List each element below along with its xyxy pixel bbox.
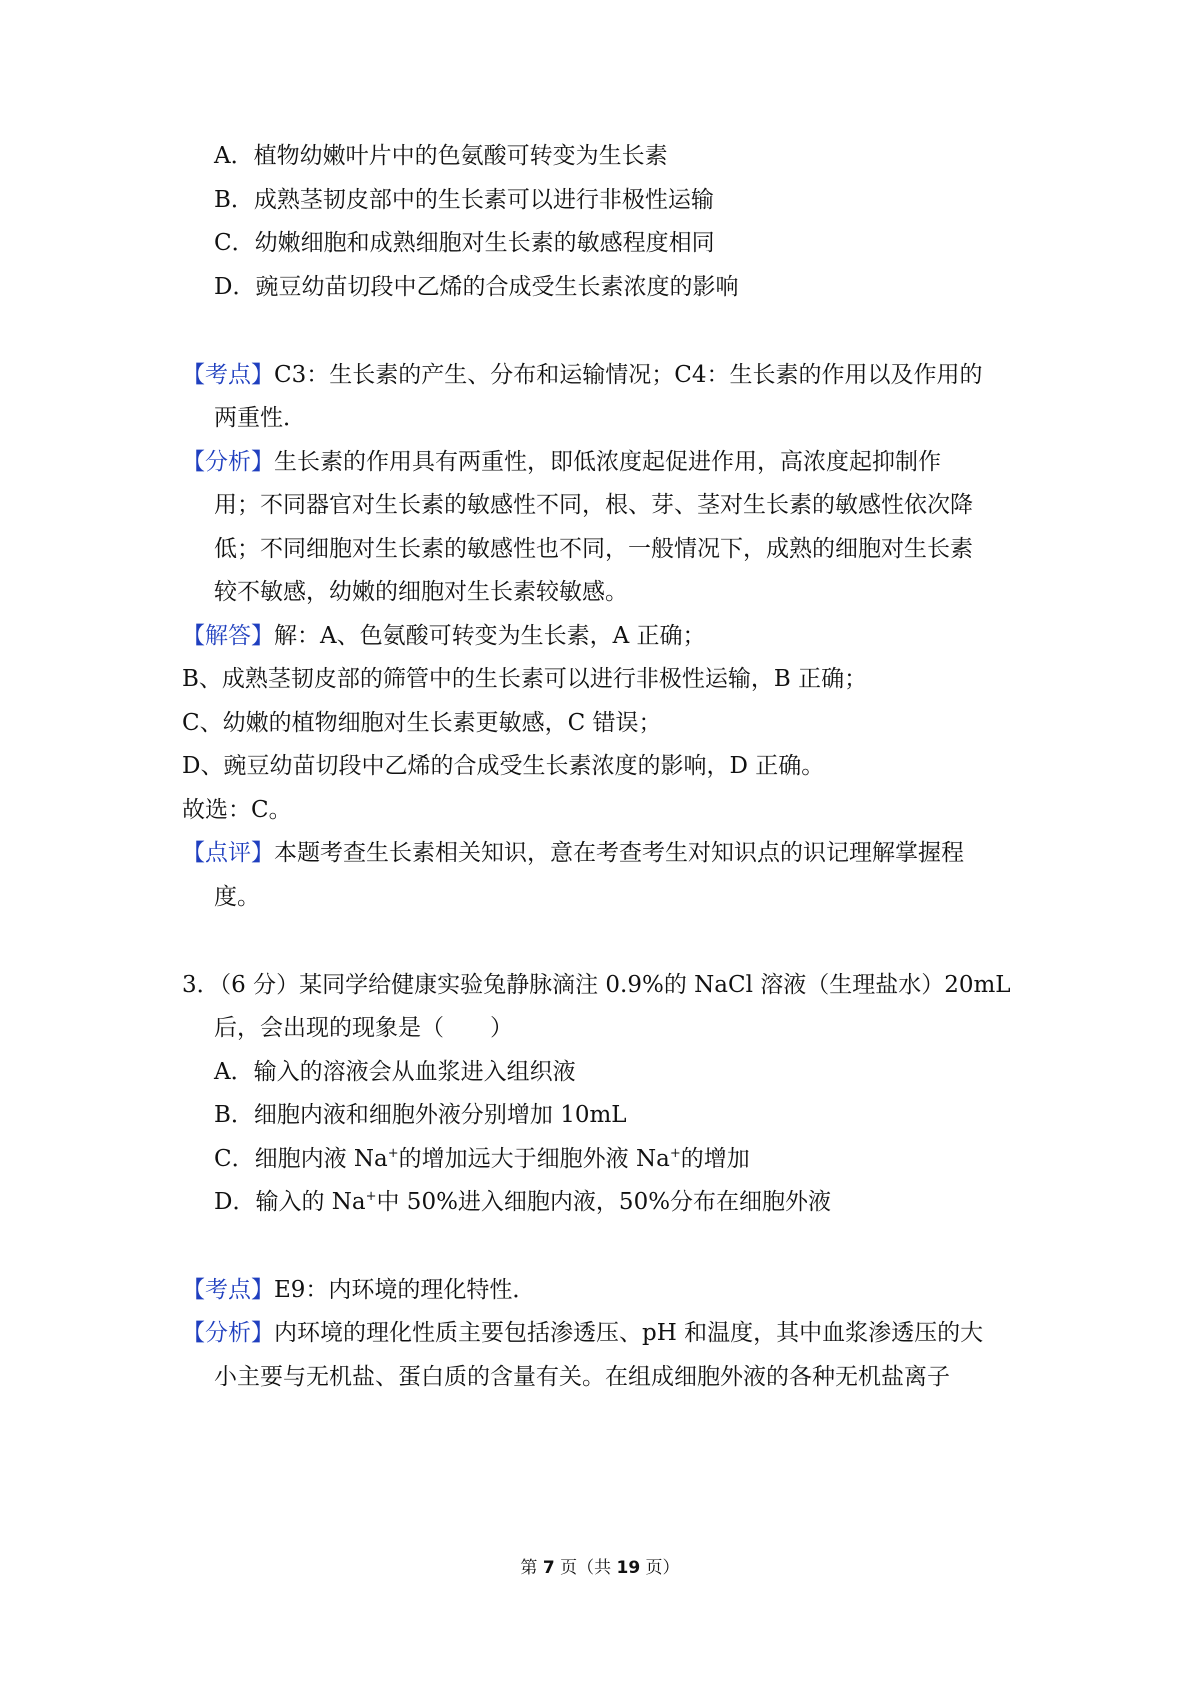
dianping-text: 本题考查生长素相关知识，意在考查考生对知识点的识记理解掌握程 [274, 840, 964, 866]
q3-option-b: B．细胞内液和细胞外液分别增加 10mL [214, 1102, 627, 1128]
jieda-line: C、幼嫩的植物细胞对生长素更敏感，C 错误； [182, 710, 662, 736]
option-b: B．成熟茎韧皮部中的生长素可以进行非极性运输 [214, 187, 714, 213]
q3-fenxi-tag: 【分析】 [182, 1320, 274, 1346]
answer-choice: 故选：C。 [182, 797, 292, 823]
option-d: D．豌豆幼苗切段中乙烯的合成受生长素浓度的影响 [214, 274, 739, 300]
question3-stem: 3．（6 分）某同学给健康实验兔静脉滴注 0.9%的 NaCl 溶液（生理盐水）20mL [182, 972, 1011, 998]
kaodian-section [182, 360, 982, 390]
q3-option-a: A．输入的溶液会从血浆进入组织液 [214, 1059, 576, 1085]
kaodian-text-cont: 两重性． [214, 405, 306, 431]
q3-fenxi-section [182, 1318, 983, 1348]
page-total: 19 [616, 1558, 641, 1578]
fenxi-text-cont: 用；不同器官对生长素的敏感性不同，根、芽、茎对生长素的敏感性依次降 [214, 492, 973, 518]
kaodian-text: C3：生长素的产生、分布和运输情况；C4：生长素的作用以及作用的 [274, 362, 983, 388]
option-c: C．幼嫩细胞和成熟细胞对生长素的敏感程度相同 [214, 230, 715, 256]
fenxi-tag: 【分析】 [182, 449, 274, 475]
fenxi-section [182, 447, 941, 477]
fenxi-text: 生长素的作用具有两重性，即低浓度起促进作用，高浓度起抑制作 [274, 449, 941, 475]
q3-option-d: D．输入的 Na+中 50%进入细胞内液，50%分布在细胞外液 [214, 1189, 832, 1215]
q3-kaodian-text: E9：内环境的理化特性． [274, 1277, 536, 1303]
dianping-text-cont: 度。 [214, 884, 260, 910]
q3-option-c: C．细胞内液 Na+的增加远大于细胞外液 Na+的增加 [214, 1146, 750, 1172]
dianping-tag: 【点评】 [182, 840, 274, 866]
option-a: A．植物幼嫩叶片中的色氨酸可转变为生长素 [214, 143, 668, 169]
page-footer: 第 7 页（共 19 页） [520, 1558, 680, 1578]
page-number: 7 [542, 1558, 555, 1578]
jieda-tag: 【解答】 [182, 623, 274, 649]
question3-stem-cont: 后，会出现的现象是（ ） [214, 1015, 513, 1041]
jieda-line: B、成熟茎韧皮部的筛管中的生长素可以进行非极性运输，B 正确； [182, 666, 868, 692]
q3-fenxi-text-cont: 小主要与无机盐、蛋白质的含量有关。在组成细胞外液的各种无机盐离子 [214, 1364, 950, 1390]
fenxi-text-cont: 较不敏感，幼嫩的细胞对生长素较敏感。 [214, 579, 628, 605]
q3-kaodian-tag: 【考点】 [182, 1277, 274, 1303]
kaodian-tag: 【考点】 [182, 362, 274, 388]
jieda-section [182, 621, 706, 651]
fenxi-text-cont: 低；不同细胞对生长素的敏感性也不同，一般情况下，成熟的细胞对生长素 [214, 536, 973, 562]
jieda-text: 解：A、色氨酸可转变为生长素，A 正确； [274, 623, 706, 649]
q3-kaodian-section [182, 1275, 535, 1305]
dianping-section [182, 838, 964, 868]
q3-fenxi-text: 内环境的理化性质主要包括渗透压、pH 和温度，其中血浆渗透压的大 [274, 1320, 984, 1346]
jieda-line: D、豌豆幼苗切段中乙烯的合成受生长素浓度的影响，D 正确。 [182, 753, 825, 779]
